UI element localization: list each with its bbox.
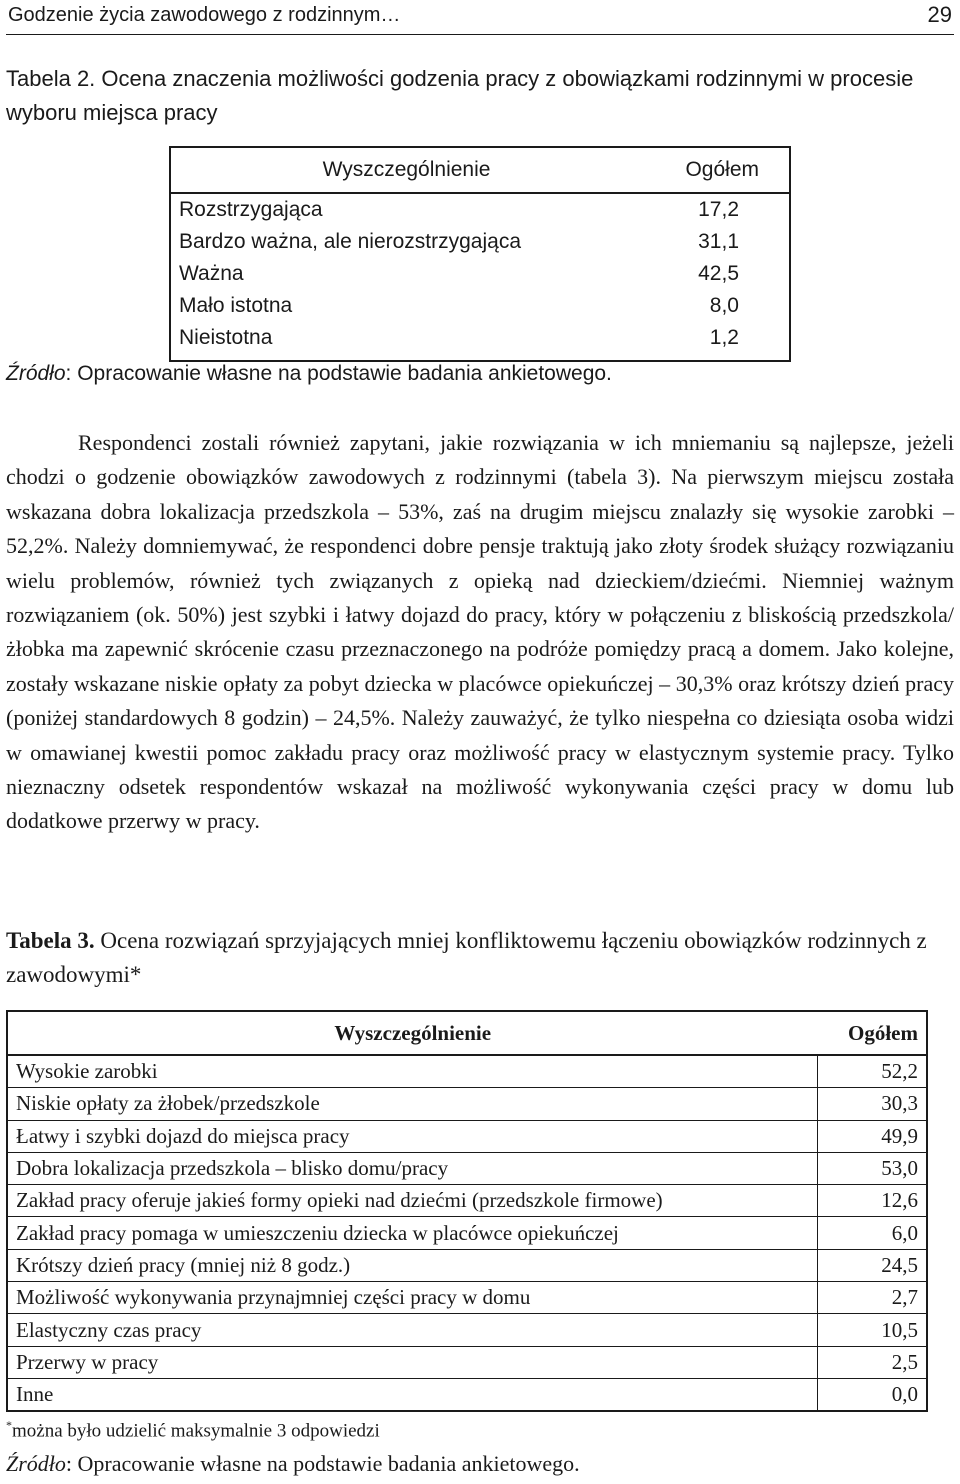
column-header-item: Wyszczególnienie [170, 147, 642, 193]
table-row [7, 1120, 927, 1152]
source-label: Źródło [6, 362, 66, 385]
row-item: Łatwy i szybki dojazd do miejsca pracy [7, 1120, 818, 1152]
table2-label: Tabela 2. [6, 66, 96, 91]
row-item: Zakład pracy pomaga w umieszczeniu dziecka w placówce opiekuńczej [7, 1217, 818, 1249]
row-value: 1,2 [709, 326, 739, 349]
column-header-total: Ogółem [818, 1011, 928, 1055]
table-row [7, 1055, 927, 1088]
table-row [170, 258, 790, 290]
table-3 [6, 1010, 928, 1412]
table-row [7, 1378, 927, 1411]
column-header-total: Ogółem [642, 147, 790, 193]
row-value: 2,5 [818, 1346, 928, 1378]
row-value: 12,6 [818, 1185, 928, 1217]
table2-source [6, 362, 612, 386]
table-row [7, 1282, 927, 1314]
table3-source [6, 1451, 580, 1477]
table-row [7, 1088, 927, 1120]
row-item: Zakład pracy oferuje jakieś formy opieki nad dziećmi (przedszkole firmowe) [7, 1185, 818, 1217]
source-label: Źródło [6, 1451, 66, 1476]
table3-label: Tabela 3. [6, 928, 95, 953]
table-row [170, 193, 790, 226]
row-value: 10,5 [818, 1314, 928, 1346]
footnote-mark: * [6, 1418, 12, 1432]
row-item: Dobra lokalizacja przedszkola – blisko domu/pracy [7, 1152, 818, 1184]
row-item: Bardzo ważna, ale nierozstrzygająca [179, 230, 522, 253]
table-header-row [7, 1011, 927, 1055]
table3-caption-text: Ocena rozwiązań sprzyjających mniej konfliktowemu łączeniu obowiązków rodzinnych z zawodowymi* [6, 928, 927, 987]
row-value: 6,0 [818, 1217, 928, 1249]
table-row [170, 290, 790, 322]
row-item: Elastyczny czas pracy [7, 1314, 818, 1346]
row-value: 17,2 [698, 198, 739, 221]
row-item: Rozstrzygająca [179, 198, 323, 221]
table2-caption-text: Ocena znaczenia możliwości godzenia pracy z obowiązkami rodzinnymi w procesie wyboru miejsca pracy [6, 66, 914, 125]
row-value: 24,5 [818, 1249, 928, 1281]
running-header [6, 2, 954, 35]
row-item: Krótszy dzień pracy (mniej niż 8 godz.) [7, 1249, 818, 1281]
row-item: Wysokie zarobki [7, 1055, 818, 1088]
table-row [7, 1185, 927, 1217]
row-item: Ważna [179, 262, 244, 285]
table-row [7, 1346, 927, 1378]
column-header-item: Wyszczególnienie [7, 1011, 818, 1055]
row-item: Przerwy w pracy [7, 1346, 818, 1378]
table-row [170, 322, 790, 361]
row-value: 42,5 [698, 262, 739, 285]
row-item: Nieistotna [179, 326, 273, 349]
footnote-text: można było udzielić maksymalnie 3 odpowiedzi [12, 1420, 380, 1442]
table-row [7, 1249, 927, 1281]
row-item: Niskie opłaty za żłobek/przedszkole [7, 1088, 818, 1120]
row-value: 8,0 [709, 294, 739, 317]
row-value: 0,0 [818, 1378, 928, 1411]
table-row [7, 1314, 927, 1346]
row-item: Inne [16, 1382, 54, 1407]
table-2 [169, 146, 791, 362]
row-item: Możliwość wykonywania przynajmniej części pracy w domu [7, 1282, 818, 1314]
row-value: 53,0 [818, 1152, 928, 1184]
running-title: Godzenie życia zawodowego z rodzinnym… [8, 4, 401, 26]
row-value: 31,1 [698, 230, 739, 253]
table-header-row [170, 147, 790, 193]
table3-caption [6, 924, 956, 992]
table3-footnote [6, 1418, 380, 1442]
table-row [7, 1217, 927, 1249]
source-text: : Opracowanie własne na podstawie badania ankietowego. [65, 1451, 580, 1476]
row-value: 2,7 [818, 1282, 928, 1314]
row-value: 49,9 [818, 1120, 928, 1152]
table-row [170, 226, 790, 258]
page-number: 29 [927, 2, 952, 27]
row-item: Mało istotna [179, 294, 293, 317]
row-value: 52,2 [818, 1055, 928, 1088]
table2-caption [6, 62, 956, 130]
table-row [7, 1152, 927, 1184]
row-value: 30,3 [818, 1088, 928, 1120]
source-text: : Opracowanie własne na podstawie badania ankietowego. [65, 362, 612, 385]
body-paragraph: Respondenci zostali również zapytani, jakie rozwiązania w ich mniemaniu są najlepsze, jeżeli chodzi o godzenie obowiązków zawodowych z rodzinnymi (tabela 3). Na pierwszym miejscu została wskazana dobra lokalizacja przedszkola – 53%, zaś na drugim miejscu znalazły się wysokie zarobki – 52,2%. Należy domniemywać, że respondenci dobre pensje traktują jako złoty środek służący rozwiązaniu wielu problemów, również tych związanych z opieką nad dzieckiem/dziećmi. Niemniej ważnym rozwiązaniem (ok. 50%) jest szybki i łatwy dojazd do pracy, który w połączeniu z bliskością przedszkola/żłobka ma zapewnić skrócenie czasu przeznaczonego na podróże pomiędzy pracą a domem. Jako kolejne, zostały wskazane niskie opłaty za pobyt dziecka w placówce opiekuńczej – 30,3% oraz krótszy dzień pracy (poniżej standardowych 8 godzin) – 24,5%. Należy zauważyć, że tylko niespełna co dziesiąta osoba widzi w omawianej kwestii pomoc zakładu pracy oraz możliwość pracy w elastycznym systemie pracy. Tylko nieznaczny odsetek respondentów wskazał na możliwość wykonywania części pracy w domu lub dodatkowe przerwy w pracy. [6, 430, 954, 834]
